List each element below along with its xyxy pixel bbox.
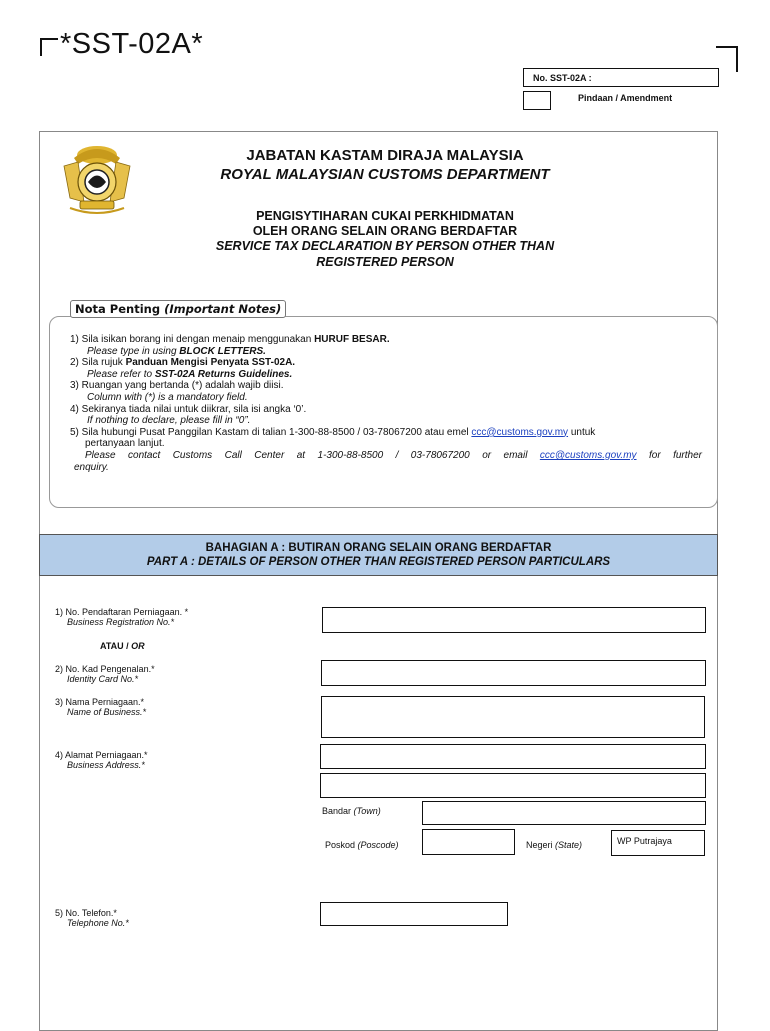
part-a-title-english: PART A : DETAILS OF PERSON OTHER THAN REGISTERED PERSON PARTICULARS <box>146 556 611 568</box>
note-4-english: If nothing to declare, please fill in “0”. <box>87 415 251 427</box>
form-number-label: No. SST-02A : <box>533 73 592 83</box>
town-label: Bandar (Town) <box>322 806 381 816</box>
notes-title-malay: Nota Penting <box>75 302 165 316</box>
email-link[interactable]: ccc@customs.gov.my <box>471 426 569 438</box>
note-4: 4) Sekiranya tiada nilai untuk diikrar, sila isi angka ‘0’. <box>70 403 307 415</box>
note-1: 1) Sila isikan borang ini dengan menaip menggunakan HURUF BESAR. <box>70 334 390 345</box>
business-name-input[interactable] <box>321 696 705 738</box>
business-address-label: 4) Alamat Perniagaan.* Business Address.* <box>55 750 148 770</box>
note-5-continued: pertanyaan lanjut. <box>85 438 165 450</box>
department-name-english: ROYAL MALAYSIAN CUSTOMS DEPARTMENT <box>220 166 550 183</box>
business-name-label: 3) Nama Perniagaan.* Name of Business.* <box>55 697 147 717</box>
notes-title-english: (Important Notes) <box>164 302 282 316</box>
form-title-line-1: PENGISYTIHARAN CUKAI PERKHIDMATAN <box>256 209 514 223</box>
department-name-malay: JABATAN KASTAM DIRAJA MALAYSIA <box>246 147 524 164</box>
telephone-label: 5) No. Telefon.* Telephone No.* <box>55 908 129 928</box>
note-2: 2) Sila rujuk Panduan Mengisi Penyata SST-02A. <box>70 357 296 369</box>
business-address-line-1-input[interactable] <box>320 744 706 769</box>
note-3: 3) Ruangan yang bertanda (*) adalah wajib diisi. <box>70 380 284 392</box>
form-title-line-2: OLEH ORANG SELAIN ORANG BERDAFTAR <box>252 224 518 238</box>
business-registration-input[interactable] <box>322 607 706 633</box>
or-separator: ATAU / OR <box>100 641 145 651</box>
business-address-line-2-input[interactable] <box>320 773 706 798</box>
amendment-label: Pindaan / Amendment <box>578 93 673 103</box>
amendment-checkbox[interactable] <box>523 91 551 110</box>
coat-of-arms-logo <box>56 138 138 216</box>
note-5-english: Please contact Customs Call Center at 1-300-88-8500 / 03-78067200 or email ccc@customs.gov.my for further <box>85 449 702 461</box>
part-a-title-malay: BAHAGIAN A : BUTIRAN ORANG SELAIN ORANG BERDAFTAR <box>205 542 552 554</box>
note-1-english: Please type in using BLOCK LETTERS. <box>87 345 266 357</box>
identity-card-label: 2) No. Kad Pengenalan.* Identity Card No.* <box>55 664 155 684</box>
town-input[interactable] <box>422 801 706 825</box>
state-select[interactable]: WP Putrajaya <box>611 830 705 856</box>
form-number-field[interactable] <box>523 68 719 87</box>
note-5: 5) Sila hubungi Pusat Panggilan Kastam di talian 1-300-88-8500 / 03-78067200 atau emel ccc@customs.gov.my untuk <box>70 426 596 438</box>
notes-list <box>70 334 702 473</box>
business-registration-label: 1) No. Pendaftaran Perniagaan. * Business Registration No.* <box>55 607 189 627</box>
postcode-input[interactable] <box>422 829 515 855</box>
important-notes-title <box>70 300 286 318</box>
state-label: Negeri (State) <box>526 840 583 850</box>
corner-mark-top-left <box>40 38 58 56</box>
identity-card-input[interactable] <box>321 660 706 686</box>
corner-mark-top-right <box>716 46 738 72</box>
postcode-label: Poskod (Poscode) <box>325 840 399 850</box>
part-a-heading <box>39 534 718 576</box>
telephone-input[interactable] <box>320 902 508 926</box>
form-title-line-3: SERVICE TAX DECLARATION BY PERSON OTHER THAN <box>215 239 555 253</box>
email-link-english[interactable]: ccc@customs.gov.my <box>539 449 637 461</box>
note-5-english-continued: enquiry. <box>74 461 109 473</box>
form-code: *SST-02A* <box>60 28 204 60</box>
note-2-english: Please refer to SST-02A Returns Guidelines. <box>87 368 293 380</box>
form-title-line-4: REGISTERED PERSON <box>316 255 454 269</box>
note-3-english: Column with (*) is a mandatory field. <box>87 391 248 403</box>
